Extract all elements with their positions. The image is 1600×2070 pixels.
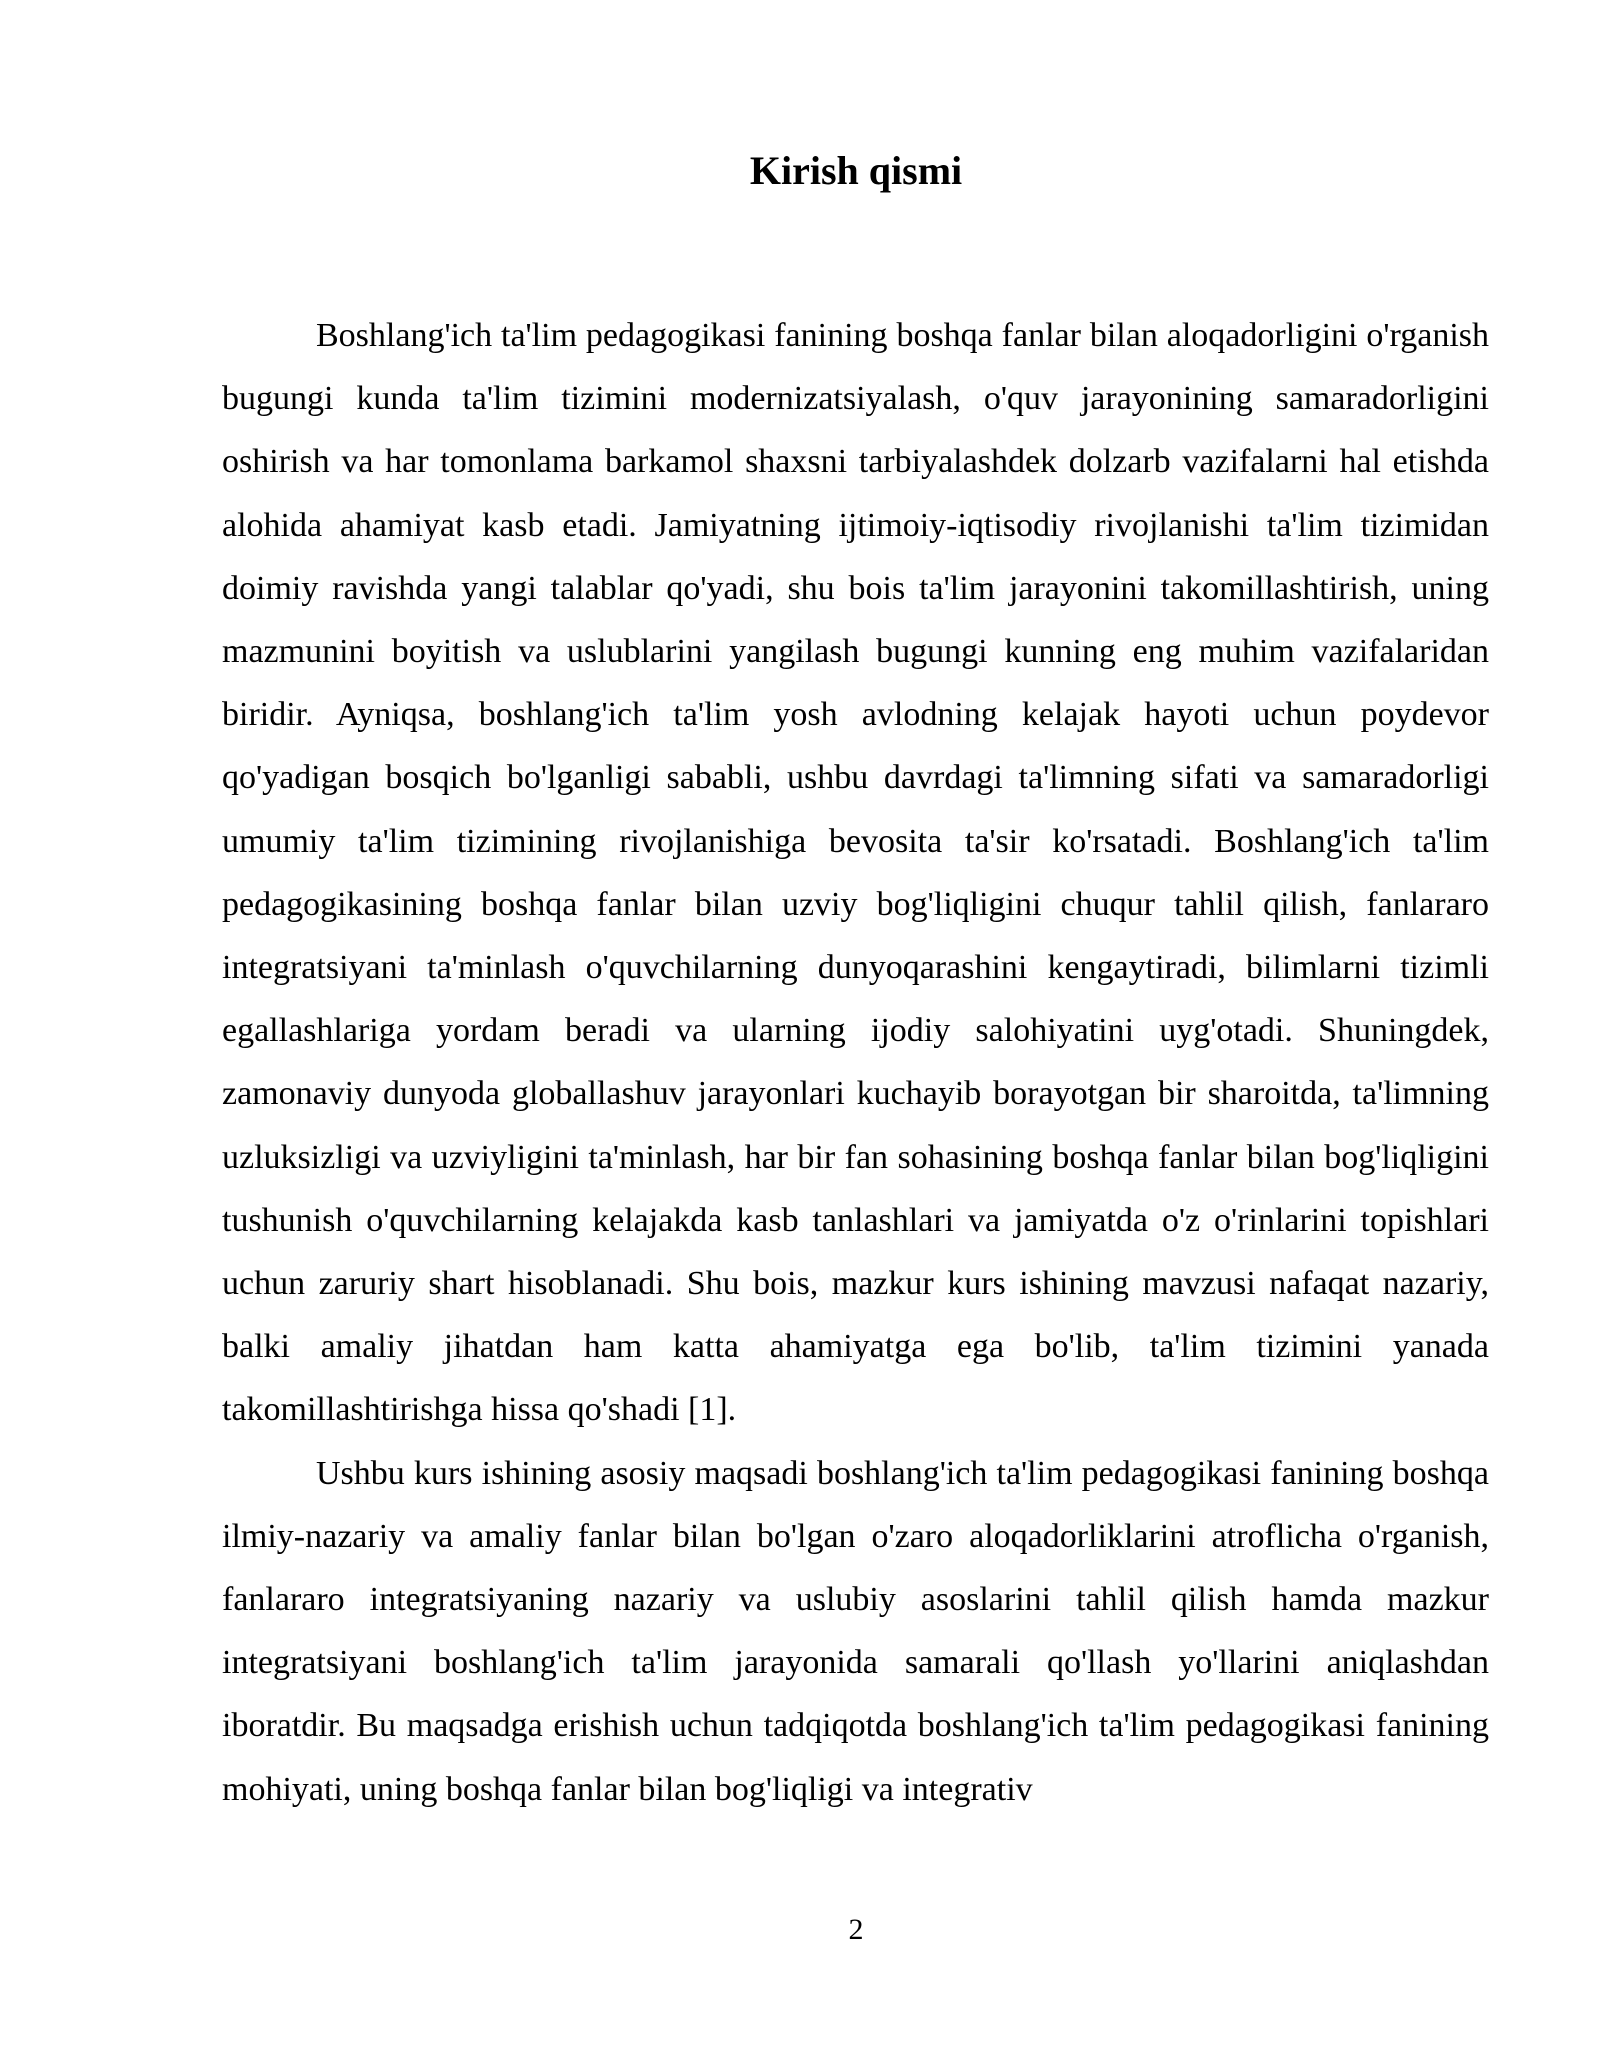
body-text	[222, 304, 1489, 1821]
page-number: 2	[848, 1913, 864, 1946]
paragraph-2: Ushbu kurs ishining asosiy maqsadi boshlang'ich ta'lim pedagogikasi fanining boshqa ilmiy-nazariy va amaliy fanlar bilan bo'lgan o'zaro aloqadorliklarini atroflicha o'rganish, fanlararo integratsiyaning nazariy va uslubiy asoslarini tahlil qilish hamda mazkur integratsiyani boshlang'ich ta'lim jarayonida samarali qo'llash yo'llarini aniqlashdan iboratdir. Bu maqsadga erishish uchun tadqiqotda boshlang'ich ta'lim pedagogikasi fanining mohiyati, uning boshqa fanlar bilan bog'liqligi va integrativ	[222, 1454, 1489, 1808]
page-title: Kirish qismi	[749, 148, 963, 193]
paragraph-1: Boshlang'ich ta'lim pedagogikasi fanining boshqa fanlar bilan aloqadorligini o'rganish bugungi kunda ta'lim tizimini modernizatsiyalash, o'quv jarayonining samaradorligini oshirish va har tomonlama barkamol shaxsni tarbiyalashdek dolzarb vazifalarni hal etishda alohida ahamiyat kasb etadi. Jamiyatning ijtimoiy-iqtisodiy rivojlanishi ta'lim tizimidan doimiy ravishda yangi talablar qo'yadi, shu bois ta'lim jarayonini takomillashtirish, uning mazmunini boyitish va uslublarini yangilash bugungi kunning eng muhim vazifalaridan biridir. Ayniqsa, boshlang'ich ta'lim yosh avlodning kelajak hayoti uchun poydevor qo'yadigan bosqich bo'lganligi sababli, ushbu davrdagi ta'limning sifati va samaradorligi umumiy ta'lim tizimining rivojlanishiga bevosita ta'sir ko'rsatadi. Boshlang'ich ta'lim pedagogikasining boshqa fanlar bilan uzviy bog'liqligini chuqur tahlil qilish, fanlararo integratsiyani ta'minlash o'quvchilarning dunyoqarashini kengaytiradi, bilimlarni tizimli egallashlariga yordam beradi va ularning ijodiy salohiyatini uyg'otadi. Shuningdek, zamonaviy dunyoda globallashuv jarayonlari kuchayib borayotgan bir sharoitda, ta'limning uzluksizligi va uzviyligini ta'minlash, har bir fan sohasining boshqa fanlar bilan bog'liqligini tushunish o'quvchilarning kelajakda kasb tanlashlari va jamiyatda o'z o'rinlarini topishlari uchun zaruriy shart hisoblanadi. Shu bois, mazkur kurs ishining mavzusi nafaqat nazariy, balki amaliy jihatdan ham katta ahamiyatga ega bo'lib, ta'lim tizimini yanada takomillashtirishga hissa qo'shadi [1].	[222, 317, 1489, 1429]
